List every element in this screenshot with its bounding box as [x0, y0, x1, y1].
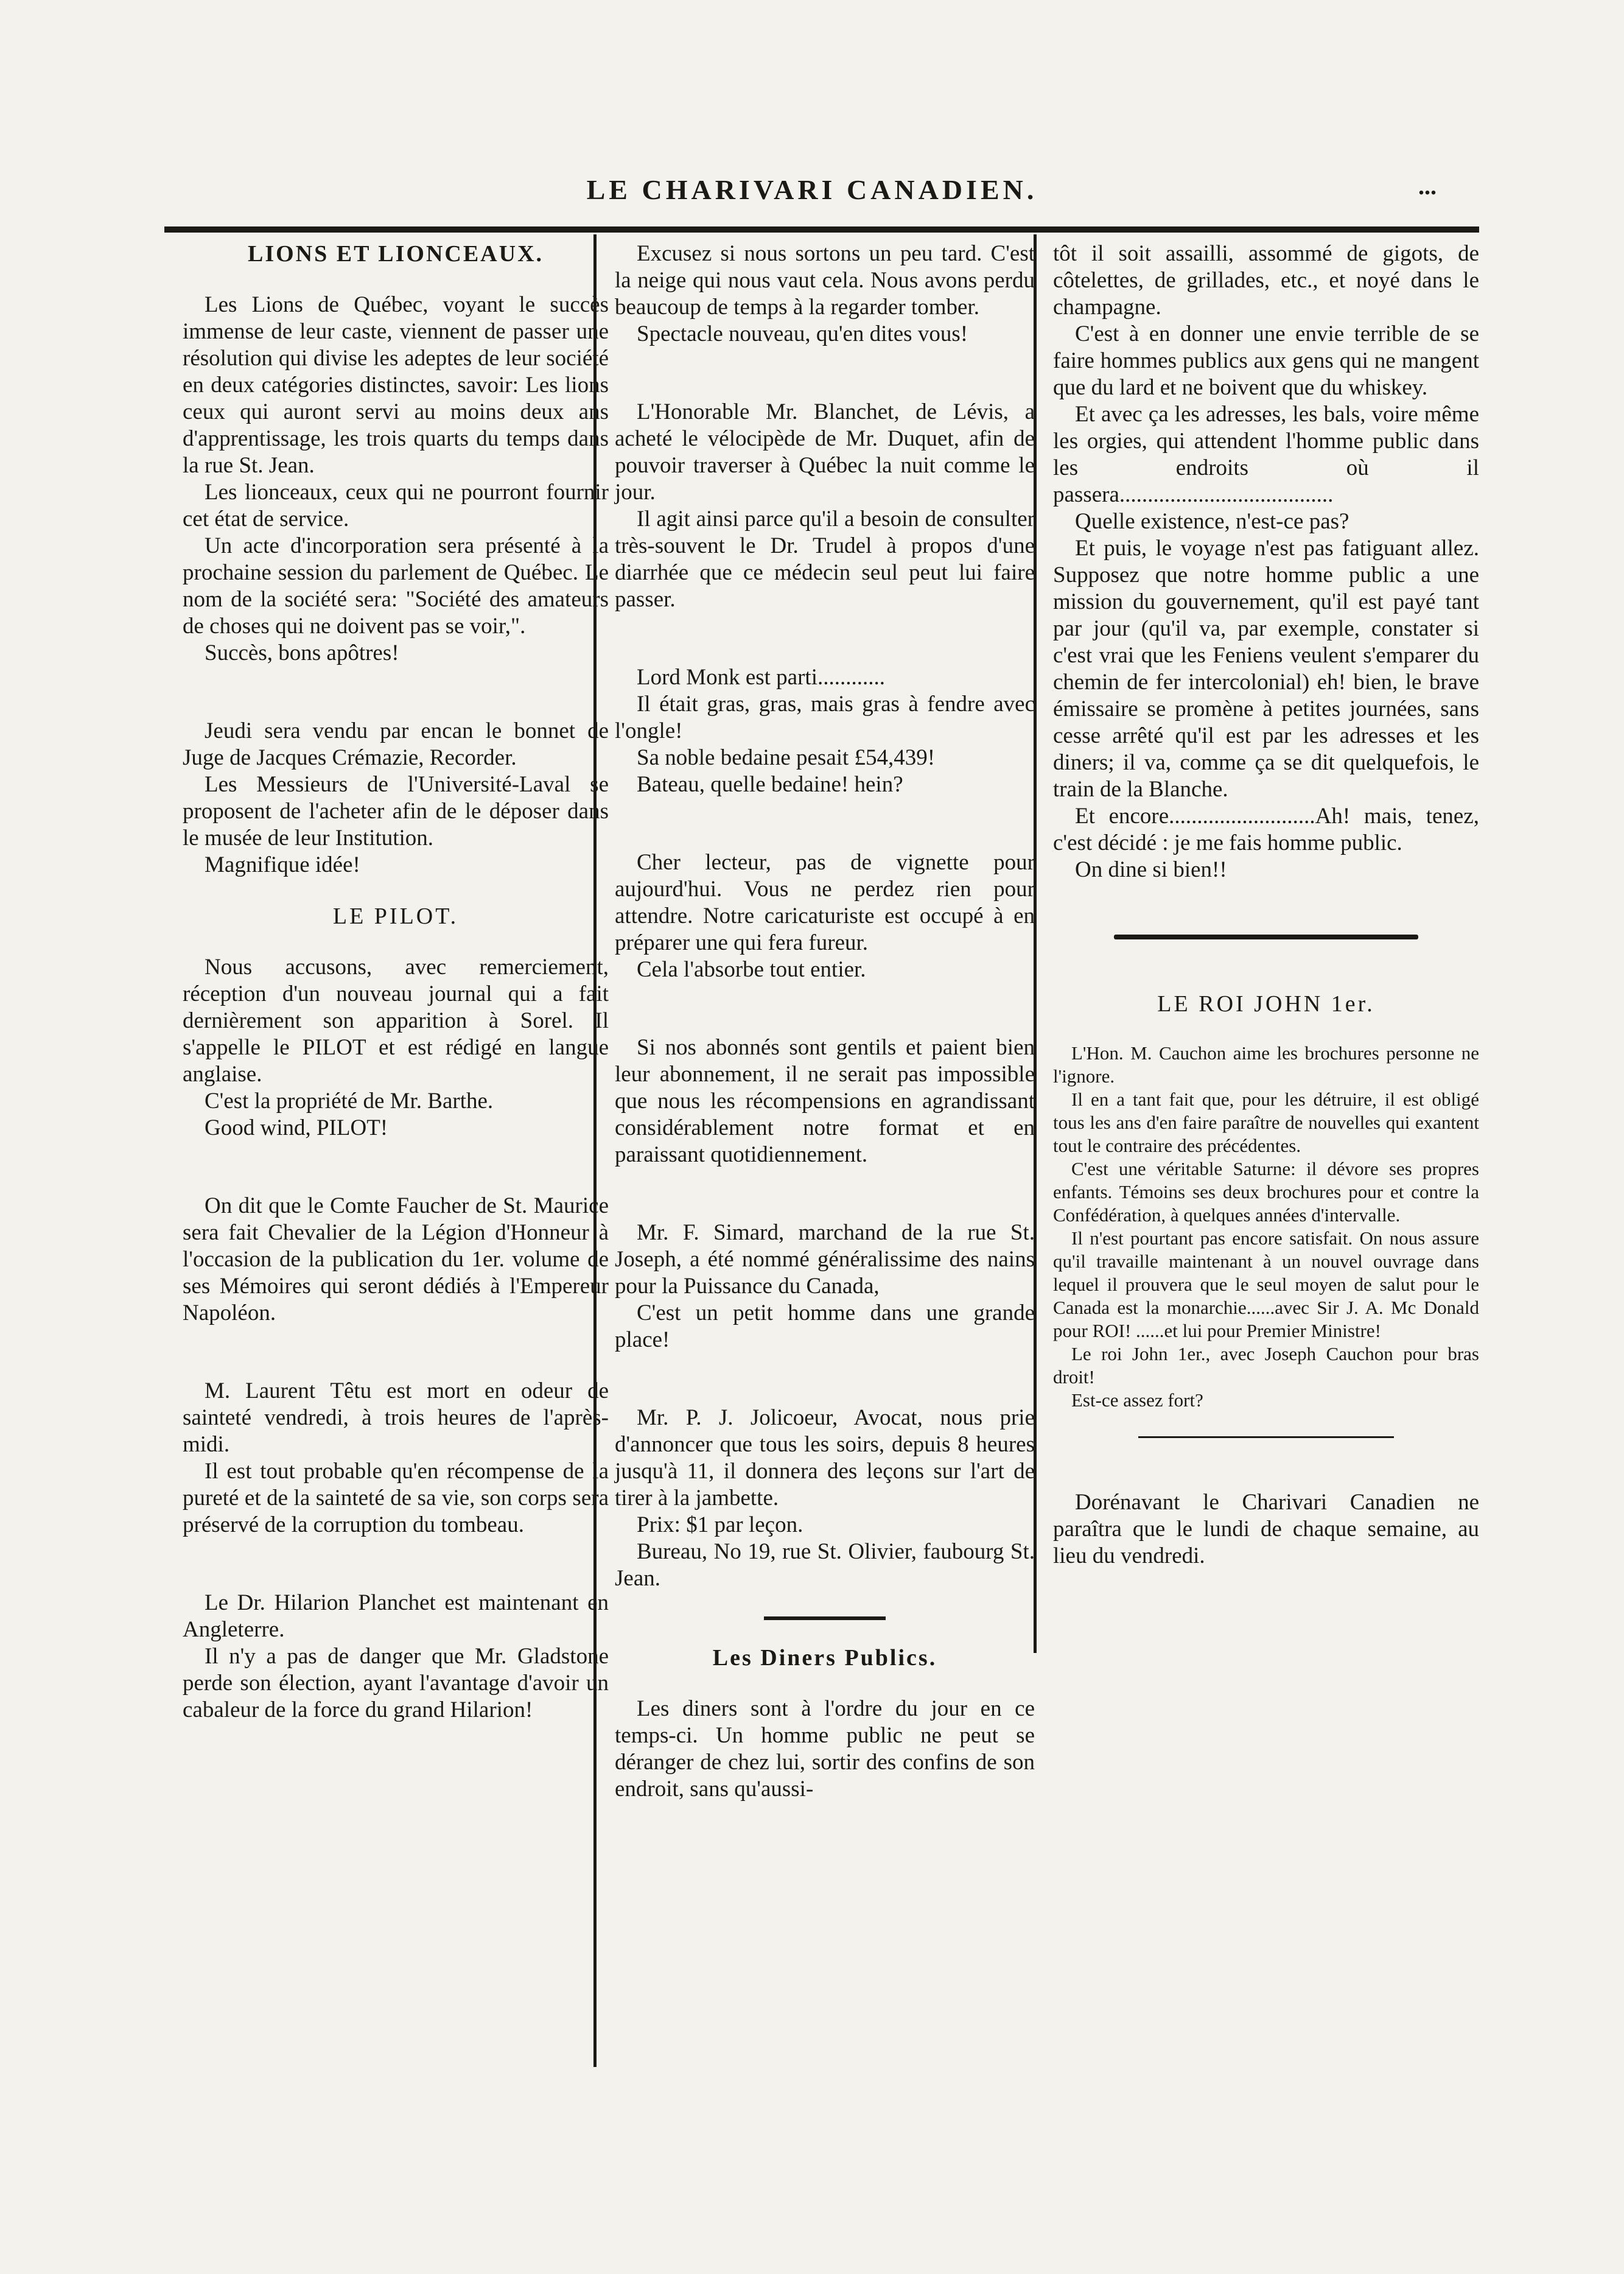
- article-paragraph: Il en a tant fait que, pour les détruire, il est obligé tous les ans d'en faire paraître de nouvelles qui exantent tout le contraire des précédentes.: [1053, 1089, 1479, 1156]
- column-1: [183, 240, 609, 1724]
- article-paragraph: On dine si bien!!: [1075, 857, 1227, 882]
- header-rule: [164, 226, 1479, 233]
- article-paragraph: Le roi John 1er., avec Joseph Cauchon pour bras droit!: [1053, 1343, 1479, 1388]
- article-paragraph: Nous accusons, avec remerciement, réception d'un nouveau journal qui a fait dernièrement son apparition à Sorel. Il s'appelle le PILOT et est rédigé en langue anglaise.: [183, 955, 609, 1087]
- article-paragraph: Bureau, No 19, rue St. Olivier, faubourg St. Jean.: [615, 1539, 1035, 1591]
- article-paragraph: C'est à en donner une envie terrible de se faire hommes publics aux gens qui ne mangent que du lard et ne boivent que du whiskey.: [1053, 321, 1479, 400]
- article-paragraph: Les Lions de Québec, voyant le succès immense de leur caste, viennent de passer une résolution qui divise les adeptes de leur société en deux catégories distinctes, savoir: Les lions ceux qui auront servi au moins deux ans d'apprentissage, les trois quarts du temps dans la rue St. Jean.: [183, 292, 609, 478]
- article-paragraph: L'Honorable Mr. Blanchet, de Lévis, a acheté le vélocipède de Mr. Duquet, afin de pouvoir traverser à Québec la nuit comme le jour.: [615, 399, 1035, 505]
- article-paragraph: C'est une véritable Saturne: il dévore ses propres enfants. Témoins ses deux brochures pour et contre la Confédération, à quelques années d'intervalle.: [1053, 1158, 1479, 1226]
- article-paragraph: Good wind, PILOT!: [205, 1115, 388, 1140]
- article-paragraph: Prix: $1 par leçon.: [637, 1512, 803, 1537]
- article-paragraph: Et avec ça les adresses, les bals, voire même les orgies, qui attendent l'homme public dans les endroits où il passera......................................: [1053, 402, 1479, 507]
- column-3: [1053, 240, 1479, 1570]
- article-paragraph: Sa noble bedaine pesait £54,439!: [637, 745, 936, 770]
- roi-john-article: [1053, 1042, 1479, 1412]
- article-paragraph: Il n'est pourtant pas encore satisfait. On nous assure qu'il travaille maintenant à un nouvel ouvrage dans lequel il prouvera que le seul moyen de salut pour le Canada est la monarchie......avec Sir J. A. Mc Donald pour ROI! ......et lui pour Premier Ministre!: [1053, 1227, 1479, 1341]
- article-paragraph: Quelle existence, n'est-ce pas?: [1075, 509, 1349, 534]
- article-paragraph: Les diners sont à l'ordre du jour en ce temps-ci. Un homme public ne peut se déranger de chez lui, sortir des confins de son endroit, sans qu'aussi-: [615, 1696, 1035, 1802]
- article-paragraph: tôt il soit assailli, assommé de gigots, de côtelettes, de grillades, etc., et noyé dans le champagne.: [1053, 241, 1479, 320]
- article-paragraph: Jeudi sera vendu par encan le bonnet de Juge de Jacques Crémazie, Recorder.: [183, 718, 609, 770]
- article-paragraph: Il n'y a pas de danger que Mr. Gladstone perde son élection, ayant l'avantage d'avoir un cabaleur de la force du grand Hilarion!: [183, 1644, 609, 1722]
- article-paragraph: Et puis, le voyage n'est pas fatiguant allez. Supposez que notre homme public a une mission du gouvernement, qu'il est payé tant par jour (qu'il va, par exemple, constater si c'est vrai que les Feniens veulent s'emparer du chemin de fer intercolonial) eh! bien, le brave émissaire se promène à petites journées, sans cesse arrêté qu'il est par les adresses et les diners; il va, comme ça se dit quelquefois, le train de la Blanche.: [1053, 536, 1479, 802]
- column-2: [615, 240, 1035, 1803]
- article-paragraph: Bateau, quelle bedaine! hein?: [637, 772, 903, 797]
- article-paragraph: Les lionceaux, ceux qui ne pourront fournir cet état de service.: [183, 480, 609, 532]
- section-divider: [1114, 935, 1418, 939]
- article-paragraph: Un acte d'incorporation sera présenté à la prochaine session du parlement de Québec. Le nom de la société sera: "Société des amateurs de choses qui ne doivent pas se voir,".: [183, 533, 609, 639]
- article-paragraph: Est-ce assez fort?: [1071, 1389, 1203, 1411]
- article-paragraph: Cher lecteur, pas de vignette pour aujourd'hui. Vous ne perdez rien pour attendre. Notre caricaturiste est occupé à en préparer une qui fera fureur.: [615, 850, 1035, 955]
- article-paragraph: Magnifique idée!: [205, 852, 360, 877]
- page-mark: ...: [1418, 172, 1437, 200]
- article-paragraph: Lord Monk est parti............: [637, 665, 885, 690]
- article-paragraph: Dorénavant le Charivari Canadien ne paraîtra que le lundi de chaque semaine, au lieu du vendredi.: [1053, 1490, 1479, 1568]
- article-paragraph: Mr. F. Simard, marchand de la rue St. Joseph, a été nommé généralissime des nains pour la Puissance du Canada,: [615, 1220, 1035, 1299]
- article-paragraph: Il est tout probable qu'en récompense de la pureté et de la sainteté de sa vie, son corps sera préservé de la corruption du tombeau.: [183, 1459, 609, 1537]
- article-paragraph: Si nos abonnés sont gentils et paient bien leur abonnement, il ne serait pas impossible que nous les récompensions en agrandissant considérablement notre format et en paraissant quotidiennement.: [615, 1035, 1035, 1167]
- heading-diners: Les Diners Publics.: [712, 1645, 937, 1671]
- ornament-divider: [764, 1616, 886, 1620]
- article-paragraph: C'est la propriété de Mr. Barthe.: [205, 1089, 494, 1114]
- article-paragraph: C'est un petit homme dans une grande place!: [615, 1300, 1035, 1352]
- article-paragraph: Il était gras, gras, mais gras à fendre avec l'ongle!: [615, 692, 1035, 743]
- article-paragraph: Et encore..........................Ah! mais, tenez, c'est décidé : je me fais homme public.: [1053, 804, 1479, 855]
- article-paragraph: Le Dr. Hilarion Planchet est maintenant en Angleterre.: [183, 1590, 609, 1642]
- article-paragraph: Cela l'absorbe tout entier.: [637, 957, 866, 982]
- article-paragraph: On dit que le Comte Faucher de St. Maurice sera fait Chevalier de la Légion d'Honneur à l'occasion de la publication du 1er. volume de ses Mémoires qui seront dédiés à l'Empereur Napoléon.: [183, 1193, 609, 1325]
- article-paragraph: Spectacle nouveau, qu'en dites vous!: [637, 321, 968, 346]
- heading-pilot: LE PILOT.: [332, 904, 459, 929]
- article-paragraph: L'Hon. M. Cauchon aime les brochures personne ne l'ignore.: [1053, 1042, 1479, 1087]
- article-paragraph: Mr. P. J. Jolicoeur, Avocat, nous prie d'annoncer que tous les soirs, depuis 8 heures jusqu'à 11, il donnera des leçons sur l'art de tirer à la jambette.: [615, 1405, 1035, 1511]
- article-paragraph: Succès, bons apôtres!: [205, 640, 399, 665]
- article-paragraph: Excusez si nous sortons un peu tard. C'est la neige qui nous vaut cela. Nous avons perdu beaucoup de temps à la regarder tomber.: [615, 241, 1035, 320]
- heading-lions: LIONS ET LIONCEAUX.: [247, 241, 544, 267]
- article-paragraph: Les Messieurs de l'Université-Laval se proposent de l'acheter afin de le déposer dans le musée de leur Institution.: [183, 772, 609, 851]
- heading-roi-john: LE ROI JOHN 1er.: [1157, 991, 1375, 1017]
- article-paragraph: M. Laurent Têtu est mort en odeur de sainteté vendredi, à trois heures de l'après-midi.: [183, 1378, 609, 1457]
- masthead-title: LE CHARIVARI CANADIEN.: [586, 174, 1038, 205]
- article-paragraph: Il agit ainsi parce qu'il a besoin de consulter très-souvent le Dr. Trudel à propos d'une diarrhée que ce médecin seul peut lui faire passer.: [615, 507, 1035, 612]
